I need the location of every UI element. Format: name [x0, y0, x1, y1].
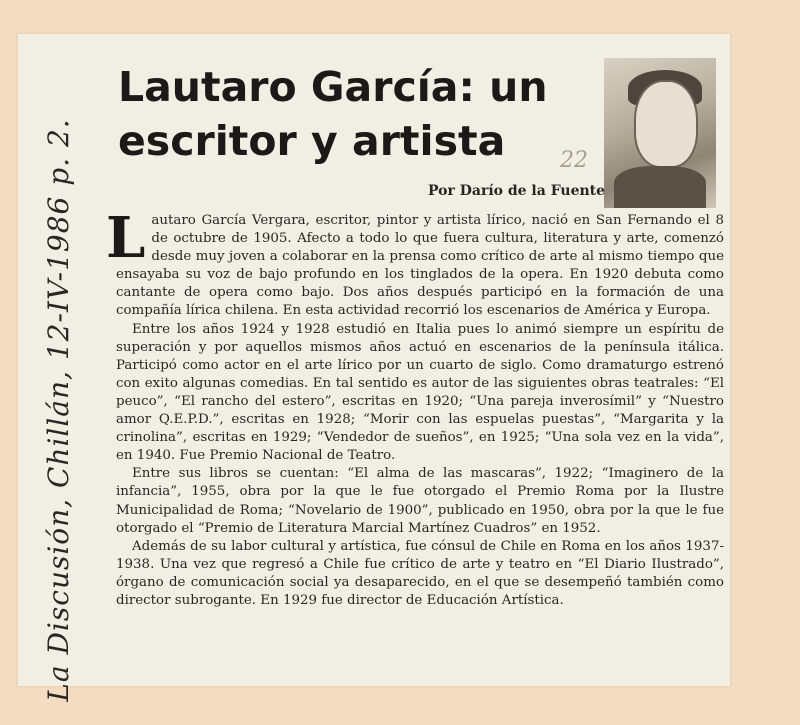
paragraph-text: autaro García Vergara, escritor, pintor y artista lírico, nació en San Fernando el 8 de octubre de 1905. Afecto a todo lo que fuera cultura, literatura y arte, comenzó desde muy joven a colaborar en la prensa como crítico de arte al mismo tiempo que ensayaba su voz de bajo profundo en los tinglados de la opera. En 1920 debuta como cantante de opera como bajo. Dos años después participó en la formación de una compañía lírica chilena. En esta actividad recorrió los escenarios de América y Europa. — [116, 213, 724, 319]
author-portrait-photo — [560, 58, 716, 208]
article-paragraph: Entre sus libros se cuentan: “El alma de las mascaras”, 1922; “Imaginero de la infancia”, 1955, obra por la que le fue otorgado el Premio Roma por la Ilustre Municipalidad de Roma; “Novelario de 1900”, publicado en 1950, obra por la que le fue otorgado el “Premio de Literatura Marcial Martínez Cuadros” en 1952. — [116, 466, 724, 536]
article-headline: Lautaro García: un escritor y artista — [118, 63, 548, 165]
pencil-mark: 22 — [560, 148, 588, 173]
article-body — [106, 205, 724, 610]
drop-cap: L — [106, 205, 146, 271]
portrait-face — [634, 80, 698, 168]
portrait-collar — [614, 166, 706, 208]
handwritten-source-note: La Discusión, Chillán, 12-IV-1986 p. 2. — [42, 118, 75, 702]
article-byline: Por Darío de la Fuente — [428, 183, 606, 199]
article-paragraph: Además de su labor cultural y artística, fue cónsul de Chile en Roma en los años 1937-1938. Una vez que regresó a Chile fue crítico de arte y teatro en “El Diario Ilustrado”, órgano de comunicación social ya desaparecido, en el que se desempeñó también como director subrogante. En 1929 fue director de Educación Artística. — [116, 538, 724, 608]
article-paragraph: Entre los años 1924 y 1928 estudió en Italia pues lo animó siempre un espíritu de superación y por aquellos mismos años actuó en escenarios de la península itálica. Participó como actor en el arte lírico por un cuarto de siglo. Como dramaturgo estrenó con exito algunas comedias. En tal sentido es autor de las siguientes obras teatrales: “El peuco”, “El rancho del estero”, escritas en 1920; “Una pareja inverosímil” y “Nuestro amor Q.E.P.D.”, escritas en 1928; “Morir con las espuelas puestas”, “Margarita y la crinolina”, escritas en 1929; “Vendedor de sueños”, en 1925; “Una sola vez en la vida”, en 1940. Fue Premio Nacional de Teatro. — [116, 321, 724, 464]
article-paragraph — [106, 205, 724, 321]
